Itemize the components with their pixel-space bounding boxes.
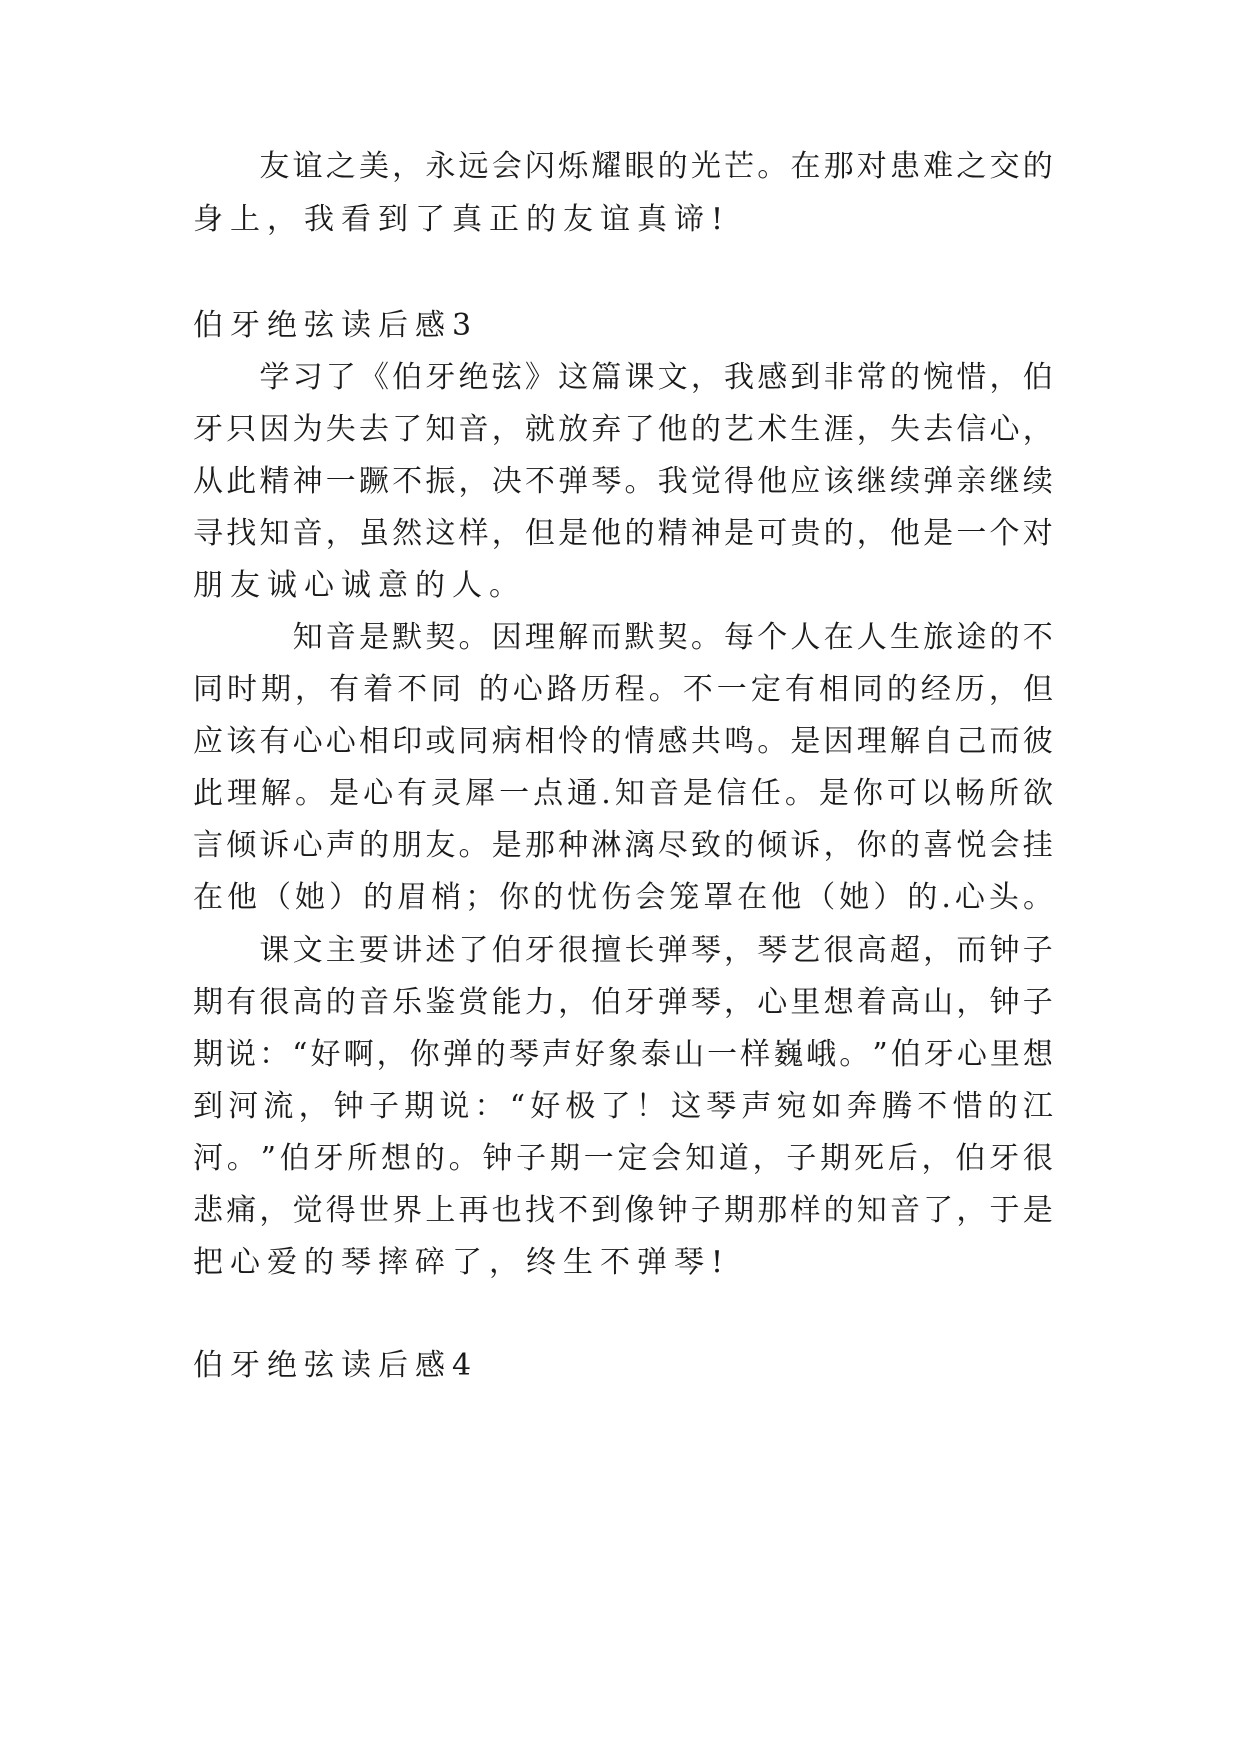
text-line: 把心爱的琴摔碎了，终生不弹琴! (193, 1245, 731, 1280)
text-line: 应 该 有 心 心 相 印 或 同 病 相 怜 的 情 感 共 鸣 。 是 因 理 解 自 己 而 彼 (193, 724, 1053, 759)
text-line: 寻 找 知 音 ， 虽 然 这 样 ， 但 是 他 的 精 神 是 可 贵 的 ， 他 是 一 个 对 (193, 516, 1053, 551)
text-line: 知 音 是 默 契 。 因 理 解 而 默 契 。 每 个 人 在 人 生 旅 途 的 不 (292, 620, 1053, 655)
section-heading: 伯牙绝弦读后感3 (193, 308, 479, 343)
text-line: 到 河 流 ， 钟 子 期 说 ： “ 好 极 了 ！ 这 琴 声 宛 如 奔 腾 不 惜 的 江 (193, 1089, 1053, 1124)
text-line: 课 文 主 要 讲 述 了 伯 牙 很 擅 长 弹 琴 ， 琴 艺 很 高 超 ， 而 钟 子 (259, 933, 1053, 968)
text-line: 友 谊 之 美 ， 永 远 会 闪 烁 耀 眼 的 光 芒 。 在 那 对 患 难 之 交 的 (259, 149, 1053, 184)
text-line: 此 理 解 。 是 心 有 灵 犀 一 点 通 . 知 音 是 信 任 。 是 你 可 以 畅 所 欲 (193, 776, 1053, 811)
text-line: 期 说 ： “ 好 啊 ， 你 弹 的 琴 声 好 象 泰 山 一 样 巍 峨 。 ” 伯 牙 心 里 想 (193, 1037, 1053, 1072)
text-line: 言 倾 诉 心 声 的 朋 友 。 是 那 种 淋 漓 尽 致 的 倾 诉 ， 你 的 喜 悦 会 挂 (193, 828, 1053, 863)
text-line: 期 有 很 高 的 音 乐 鉴 赏 能 力 ， 伯 牙 弹 琴 ， 心 里 想 着 高 山 ， 钟 子 (193, 985, 1053, 1020)
text-line: 悲 痛 ， 觉 得 世 界 上 再 也 找 不 到 像 钟 子 期 那 样 的 知 音 了 ， 于 是 (193, 1193, 1053, 1228)
text-line: 学 习 了 《 伯 牙 绝 弦 》 这 篇 课 文 ， 我 感 到 非 常 的 惋 惜 ， 伯 (259, 360, 1053, 395)
text-line: 同 时 期 ， 有 着 不 同 的 心 路 历 程 。 不 一 定 有 相 同 的 经 历 ， 但 (193, 672, 1053, 707)
text-line: 河 。 ” 伯 牙 所 想 的 。 钟 子 期 一 定 会 知 道 ， 子 期 死 后 ， 伯 牙 很 (193, 1141, 1053, 1176)
text-line: 从 此 精 神 一 蹶 不 振 ， 决 不 弹 琴 。 我 觉 得 他 应 该 继 续 弹 亲 继 续 (193, 464, 1053, 499)
text-line: 朋友诚心诚意的人。 (193, 568, 526, 603)
text-line: 牙 只 因 为 失 去 了 知 音 ， 就 放 弃 了 他 的 艺 术 生 涯 ， 失 去 信 心 ， (193, 412, 1053, 447)
text-line: 身上，我看到了真正的友谊真谛! (193, 202, 731, 237)
text-line: 在 他 （ 她 ） 的 眉 梢 ； 你 的 忧 伤 会 笼 罩 在 他 （ 她 ） 的 . 心 头 。 (193, 880, 1053, 915)
section-heading: 伯牙绝弦读后感4 (193, 1348, 479, 1383)
